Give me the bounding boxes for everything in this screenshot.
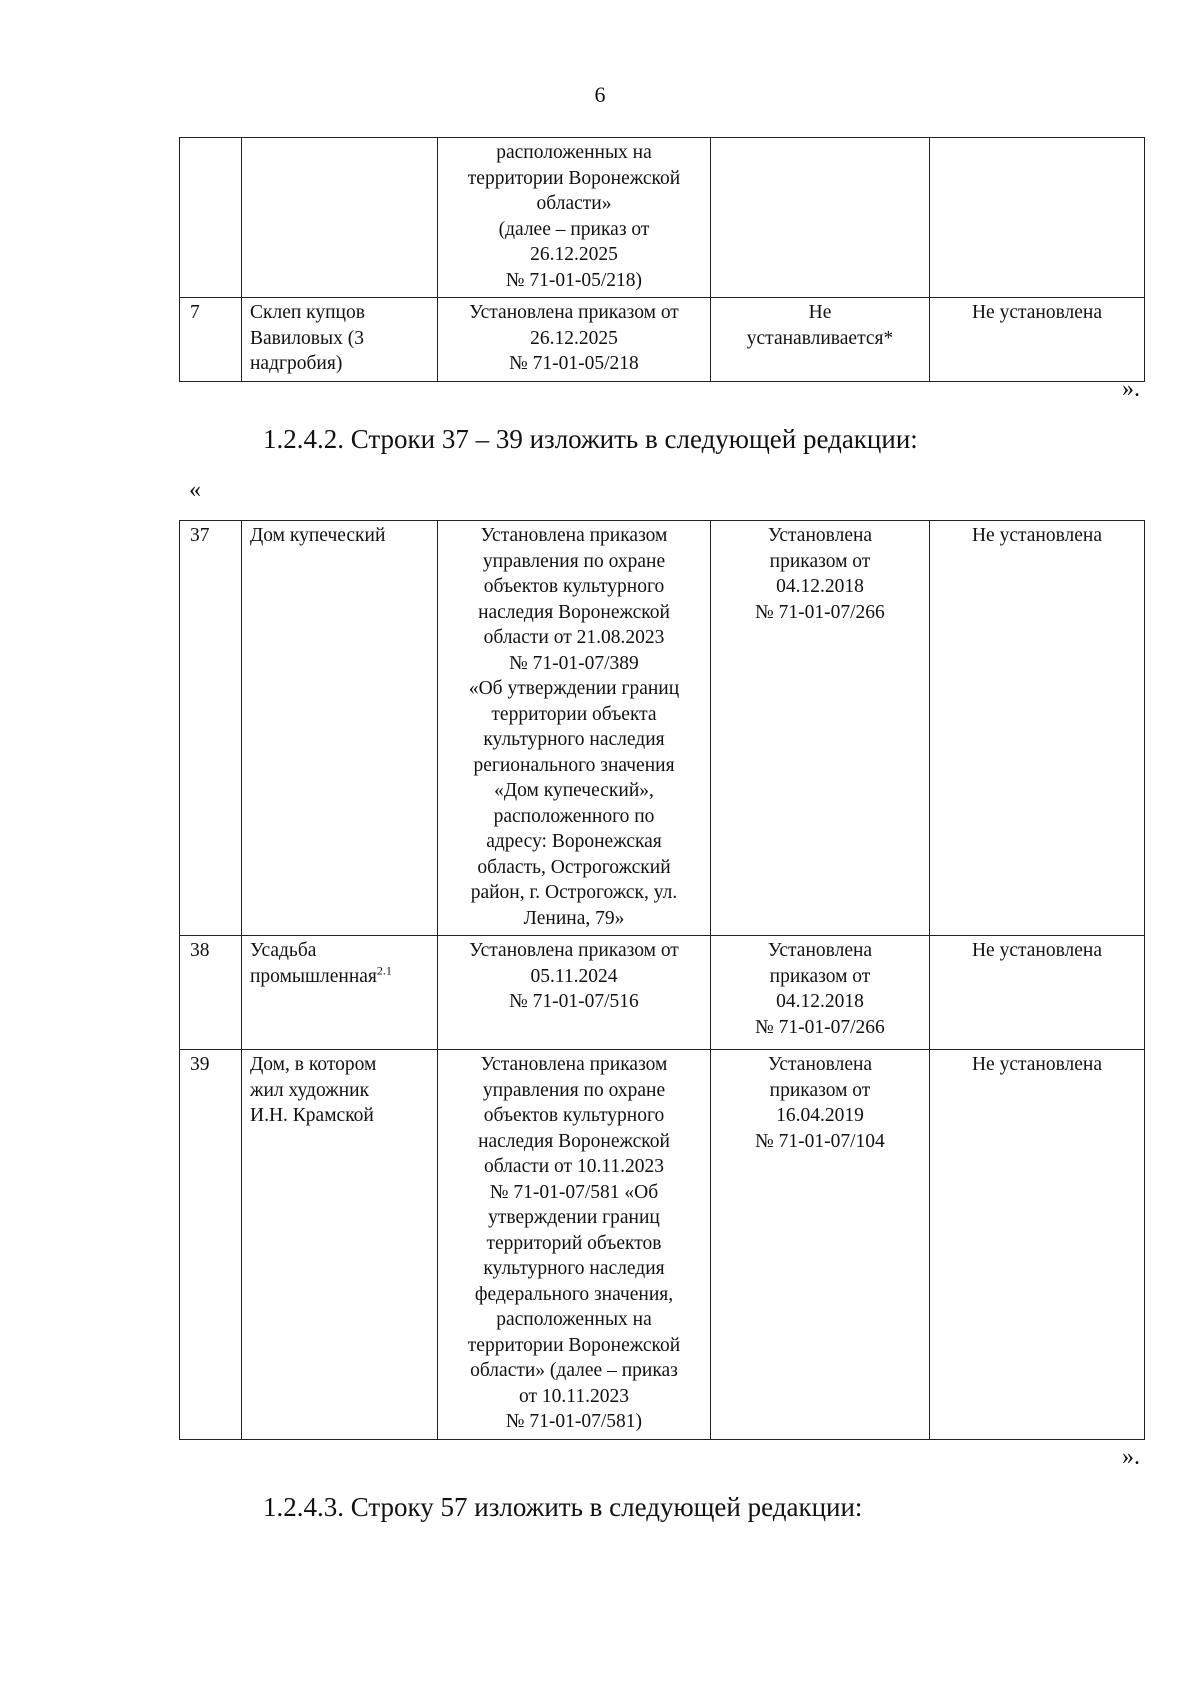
table-row	[180, 936, 1145, 1050]
footnote-marker: 2.1	[376, 963, 392, 977]
object-name: Дом, в котором жил художник И.Н. Крамской	[250, 1054, 377, 1126]
status-cell: Не установлена	[930, 298, 1145, 382]
status-cell: Не установлена	[930, 1050, 1145, 1440]
row-number-cell: 38	[180, 936, 242, 1050]
row-number-cell: 7	[180, 298, 242, 382]
territory-establishment-cell: Установлена приказом управления по охране объектов культурного наследия Воронежской области от 21.08.2023 № 71-01-07/389 «Об утверждении границ территории объекта культурного наследия регионального значения «Дом купеческий», расположенного по адресу: Воронежская область, Острогожский район, г. Острогожск, ул. Ленина, 79»	[438, 521, 711, 936]
closing-quote: ».	[1122, 376, 1140, 402]
territory-establishment-cell: Установлена приказом управления по охране объектов культурного наследия Воронежской области от 10.11.2023 № 71-01-07/581 «Об утверждении границ территорий объектов культурного наследия федерального значения, расположенных на территории Воронежской области» (далее – приказ от 10.11.2023 № 71-01-07/581)	[438, 1050, 711, 1440]
table-rows-37-39	[179, 520, 1145, 1440]
table-row	[180, 138, 1145, 298]
territory-establishment-cell: Установлена приказом от 05.11.2024 № 71-01-07/516	[438, 936, 711, 1050]
status-cell	[930, 138, 1145, 298]
territory-establishment-cell: Установлена приказом от 26.12.2025 № 71-01-05/218	[438, 298, 711, 382]
protection-zone-cell: Не устанавливается*	[711, 298, 930, 382]
object-name-cell: Склеп купцов Вавиловых (3 надгробия)	[242, 298, 438, 382]
table-row	[180, 1050, 1145, 1440]
protection-zone-cell	[711, 138, 930, 298]
object-name: Дом купеческий	[250, 525, 386, 546]
object-name-cell	[242, 1050, 438, 1440]
row-number-cell: 39	[180, 1050, 242, 1440]
page-number: 6	[594, 82, 606, 107]
table-row	[180, 298, 1145, 382]
status-cell: Не установлена	[930, 521, 1145, 936]
protection-zone-cell: Установлена приказом от 04.12.2018 № 71-01-07/266	[711, 936, 930, 1050]
protection-zone-cell: Установлена приказом от 04.12.2018 № 71-01-07/266	[711, 521, 930, 936]
object-name-cell	[242, 138, 438, 298]
status-cell: Не установлена	[930, 936, 1145, 1050]
amendment-instruction: 1.2.4.3. Строку 57 изложить в следующей редакции:	[263, 1492, 863, 1522]
territory-establishment-cell: расположенных на территории Воронежской области» (далее – приказ от 26.12.2025 № 71-01-05/218)	[438, 138, 711, 298]
row-number-cell	[180, 138, 242, 298]
amendment-instruction: 1.2.4.2. Строки 37 – 39 изложить в следующей редакции:	[263, 424, 918, 454]
object-name-cell	[242, 521, 438, 936]
table-row	[180, 521, 1145, 936]
object-name: Усадьба промышленная	[250, 940, 377, 987]
opening-quote: «	[189, 477, 201, 503]
row-number-cell: 37	[180, 521, 242, 936]
table-continuation	[179, 137, 1145, 382]
closing-quote: ».	[1122, 1444, 1140, 1470]
object-name-cell	[242, 936, 438, 1050]
protection-zone-cell: Установлена приказом от 16.04.2019 № 71-01-07/104	[711, 1050, 930, 1440]
